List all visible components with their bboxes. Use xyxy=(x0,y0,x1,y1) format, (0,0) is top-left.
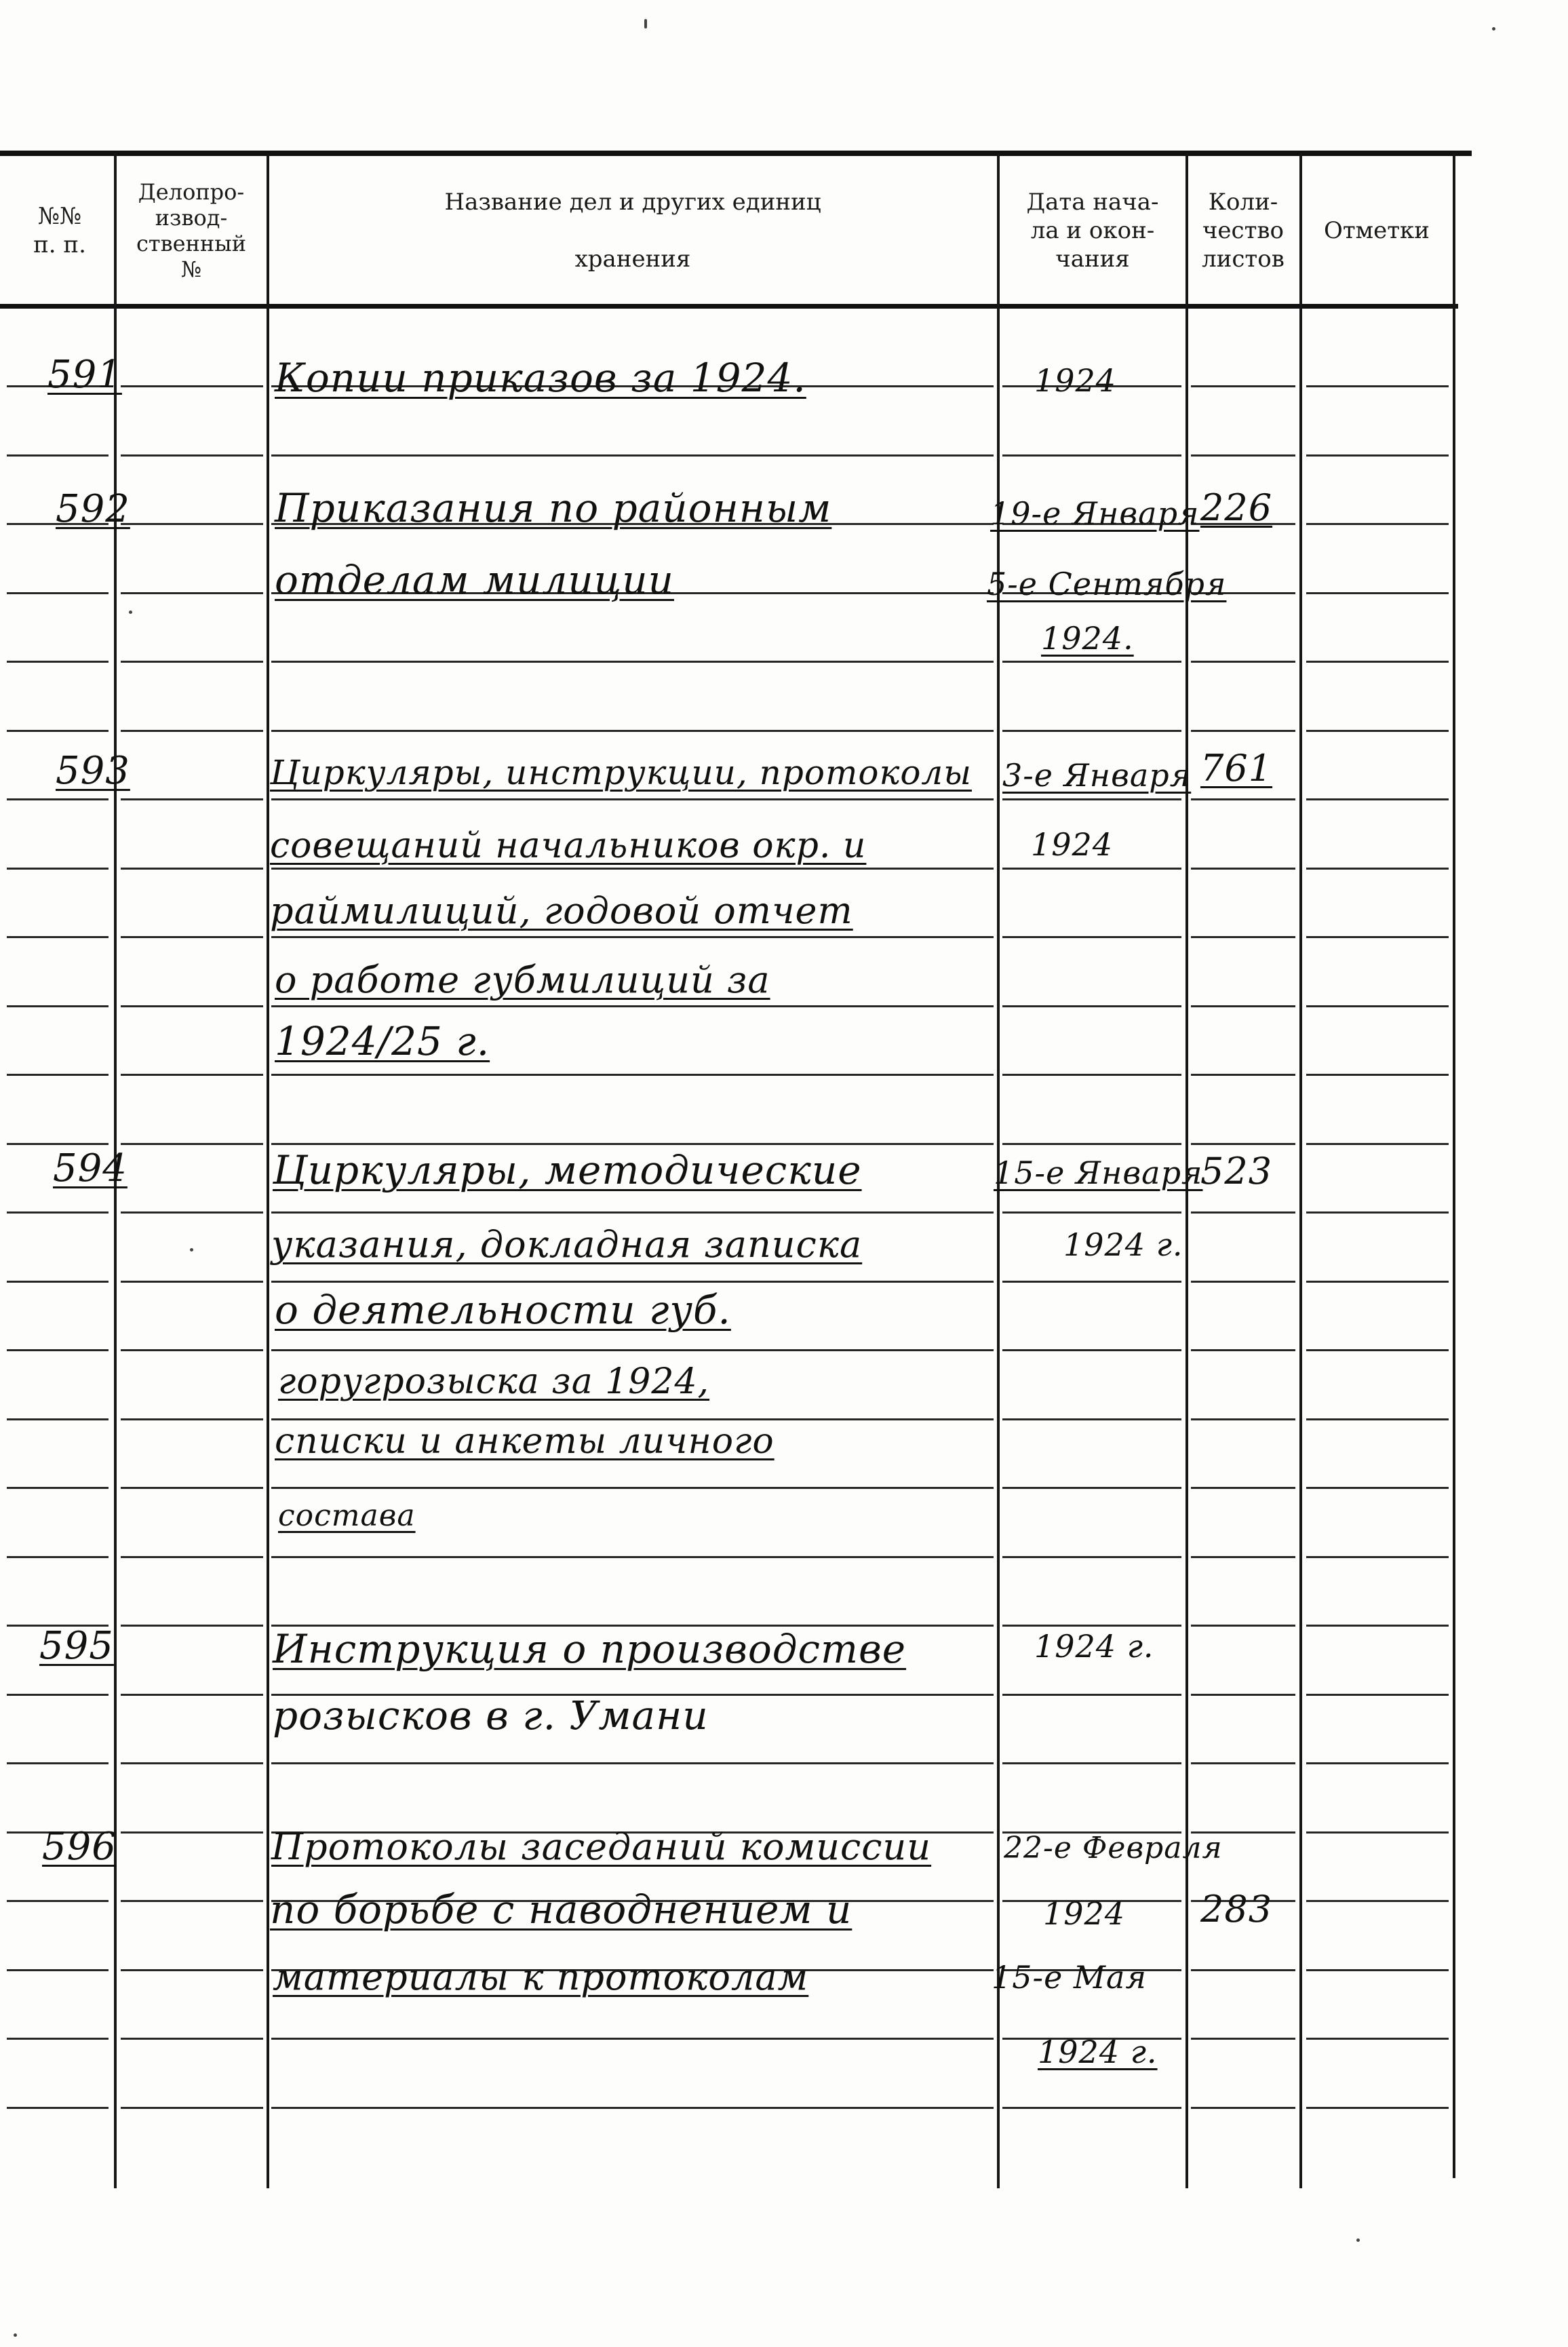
entry-title-line: о работе губмилиций за xyxy=(275,958,770,1001)
ruled-line xyxy=(1002,1762,1181,1764)
ruled-line xyxy=(1191,661,1295,663)
ruled-line xyxy=(1306,730,1449,732)
ruled-line xyxy=(1191,868,1295,870)
ruled-line xyxy=(271,1556,994,1558)
scan-speck xyxy=(1492,27,1495,31)
ruled-line xyxy=(1191,1143,1295,1145)
ruled-line xyxy=(271,1281,994,1283)
entry-title-line: Протоколы заседаний комиссии xyxy=(271,1825,932,1868)
ruled-line xyxy=(7,1487,109,1489)
ruled-line xyxy=(121,1556,263,1558)
ruled-line xyxy=(1306,1556,1449,1558)
entry-date-line: 15-е Января xyxy=(994,1155,1203,1191)
ruled-line xyxy=(1306,661,1449,663)
ruled-line xyxy=(121,1143,263,1145)
ruled-line xyxy=(1002,1211,1181,1214)
ruled-line xyxy=(1191,798,1295,800)
ruled-line xyxy=(121,1281,263,1283)
ruled-line xyxy=(121,936,263,938)
ruled-line xyxy=(271,1487,994,1489)
entry-sheet-count: 226 xyxy=(1200,486,1273,529)
ruled-line xyxy=(1306,1694,1449,1696)
ruled-line xyxy=(121,1969,263,1971)
entry-title-line: розысков в г. Умани xyxy=(273,1692,709,1739)
ruled-line xyxy=(1306,2038,1449,2040)
ruled-line xyxy=(1191,1074,1295,1076)
entry-number: 593 xyxy=(56,749,130,793)
ruled-line xyxy=(121,2038,263,2040)
ruled-line xyxy=(121,523,263,525)
ruled-line xyxy=(7,798,109,800)
ruled-line xyxy=(271,1005,994,1007)
entry-title-line: Инструкция о производстве xyxy=(273,1626,907,1672)
ruled-line xyxy=(121,1694,263,1696)
ruled-line xyxy=(1002,730,1181,732)
entry-date-line: 1924. xyxy=(1041,620,1134,657)
ruled-line xyxy=(271,936,994,938)
ruled-line xyxy=(7,2107,109,2109)
ruled-line xyxy=(121,1418,263,1420)
ruled-line xyxy=(1002,936,1181,938)
ruled-line xyxy=(1191,1005,1295,1007)
ruled-line xyxy=(1306,868,1449,870)
ruled-line xyxy=(271,1762,994,1764)
ruled-line xyxy=(121,1487,263,1489)
ruled-line xyxy=(7,1969,109,1971)
column-divider xyxy=(1453,153,1455,2178)
ruled-line xyxy=(1191,1625,1295,1627)
ruled-line xyxy=(1002,1074,1181,1076)
ruled-line xyxy=(1306,1487,1449,1489)
ruled-line xyxy=(271,2038,994,2040)
ruled-line xyxy=(121,1625,263,1627)
ruled-line xyxy=(7,936,109,938)
ruled-line xyxy=(1306,1625,1449,1627)
ruled-line xyxy=(1002,1556,1181,1558)
ruled-line xyxy=(1191,1211,1295,1214)
entry-title-line: 1924/25 г. xyxy=(275,1018,490,1064)
ruled-line xyxy=(1306,592,1449,594)
ruled-line xyxy=(1002,454,1181,457)
ruled-line xyxy=(1002,1143,1181,1145)
ruled-line xyxy=(121,2107,263,2109)
entry-sheet-count: 523 xyxy=(1200,1150,1273,1192)
entry-date-line: 1924 xyxy=(1043,1895,1126,1932)
ruled-line xyxy=(1306,1418,1449,1420)
ruled-line xyxy=(1306,1349,1449,1351)
ruled-line xyxy=(271,661,994,663)
ruled-line xyxy=(1002,1694,1181,1696)
ruled-line xyxy=(7,454,109,457)
ruled-line xyxy=(1191,1281,1295,1283)
entry-date-line: 3-е Января xyxy=(1002,757,1192,794)
ruled-line xyxy=(1002,1418,1181,1420)
ruled-line xyxy=(7,2038,109,2040)
ruled-line xyxy=(121,730,263,732)
entry-title-line: по борьбе с наводнением и xyxy=(270,1886,852,1933)
ruled-line xyxy=(7,1074,109,1076)
ruled-line xyxy=(1306,1143,1449,1145)
scan-speck xyxy=(1356,2238,1360,2242)
ruled-line xyxy=(7,1005,109,1007)
ruled-line xyxy=(121,798,263,800)
ruled-line xyxy=(1191,1349,1295,1351)
entry-title-line: отделам милиции xyxy=(275,557,674,603)
scan-speck xyxy=(129,610,132,614)
ruled-line xyxy=(271,1143,994,1145)
ruled-line xyxy=(1306,385,1449,387)
ruled-line xyxy=(1191,1418,1295,1420)
ruled-line xyxy=(121,1831,263,1834)
ruled-line xyxy=(121,1762,263,1764)
ruled-line xyxy=(1306,454,1449,457)
ruled-line xyxy=(1002,1487,1181,1489)
ruled-line xyxy=(7,1762,109,1764)
header-notes: Отметки xyxy=(1324,217,1430,244)
entry-date-line: 22-е Февраля xyxy=(1004,1831,1223,1865)
entry-title-line: раймилиций, годовой отчет xyxy=(270,889,853,932)
entry-title-line: указания, докладная записка xyxy=(271,1223,863,1266)
ruled-line xyxy=(1191,454,1295,457)
ruled-line xyxy=(1306,1005,1449,1007)
ruled-line xyxy=(1306,1900,1449,1902)
ruled-line xyxy=(271,454,994,457)
ruled-line xyxy=(7,730,109,732)
ruled-line xyxy=(1306,523,1449,525)
ruled-line xyxy=(1306,798,1449,800)
header-sheet-count: Коли- чество листов xyxy=(1202,189,1285,273)
ruled-line xyxy=(1191,1487,1295,1489)
entry-date-line: 1924 xyxy=(1031,826,1114,863)
entry-date-line: 1924 xyxy=(1034,362,1117,399)
entry-number: 595 xyxy=(39,1624,114,1668)
scan-speck xyxy=(644,19,647,28)
ruled-line xyxy=(7,1349,109,1351)
ruled-line xyxy=(121,661,263,663)
ruled-line xyxy=(271,730,994,732)
column-divider xyxy=(267,153,269,2188)
ruled-line xyxy=(121,868,263,870)
entry-title-line: списки и анкеты личного xyxy=(275,1421,775,1462)
entry-sheet-count: 283 xyxy=(1200,1888,1273,1931)
ruled-line xyxy=(1306,1969,1449,1971)
ruled-line xyxy=(1191,1762,1295,1764)
entry-title-line: о деятельности губ. xyxy=(275,1287,731,1333)
ruled-line xyxy=(7,1418,109,1420)
entry-date-line: 1924 г. xyxy=(1063,1226,1183,1263)
ruled-line xyxy=(271,1349,994,1351)
ruled-line xyxy=(121,385,263,387)
entry-number: 594 xyxy=(53,1146,128,1190)
ruled-line xyxy=(121,1005,263,1007)
ruled-line xyxy=(7,661,109,663)
entry-title-line: материалы к протоколам xyxy=(273,1956,809,1998)
entry-title-line: совещаний начальников окр. и xyxy=(270,826,867,866)
ruled-line xyxy=(271,1211,994,1214)
ruled-line xyxy=(1306,1211,1449,1214)
header-number: №№ п. п. xyxy=(33,203,86,258)
entry-title-line: горугрозыска за 1924, xyxy=(278,1361,710,1402)
ruled-line xyxy=(1306,1831,1449,1834)
ruled-line xyxy=(271,2107,994,2109)
ruled-line xyxy=(1191,1556,1295,1558)
entry-title-line: Циркуляры, методические xyxy=(273,1147,862,1193)
entry-date-line: 1924 г. xyxy=(1038,2034,1158,2070)
ruled-line xyxy=(121,1211,263,1214)
entry-date-line: 5-е Сентября xyxy=(987,566,1227,602)
ruled-line xyxy=(1002,1281,1181,1283)
ruled-line xyxy=(1306,1762,1449,1764)
entry-title-line: Циркуляры, инструкции, протоколы xyxy=(270,753,972,792)
entry-number: 592 xyxy=(56,487,130,531)
ruled-line xyxy=(7,592,109,594)
header-title: Название дел и других единиц хранения xyxy=(444,189,821,273)
ruled-line xyxy=(1191,385,1295,387)
ruled-line xyxy=(1002,2107,1181,2109)
column-divider xyxy=(1299,153,1302,2188)
ruled-line xyxy=(1191,2038,1295,2040)
entry-number: 596 xyxy=(42,1825,117,1869)
ruled-line xyxy=(121,1074,263,1076)
entry-date-line: 19-е Января xyxy=(990,495,1200,532)
ruled-line xyxy=(1191,936,1295,938)
header-bottom-rule xyxy=(0,304,1458,309)
ruled-line xyxy=(1306,1281,1449,1283)
ruled-line xyxy=(1306,1074,1449,1076)
ruled-line xyxy=(1306,2107,1449,2109)
ruled-line xyxy=(7,1900,109,1902)
ruled-line xyxy=(1306,936,1449,938)
ruled-line xyxy=(7,1694,109,1696)
ruled-line xyxy=(271,1074,994,1076)
scan-speck xyxy=(14,2333,17,2337)
scan-speck xyxy=(190,1248,193,1252)
header-dates: Дата нача- ла и окон- чания xyxy=(1026,189,1159,273)
entry-date-line: 15-е Мая xyxy=(992,1959,1147,1996)
ruled-line xyxy=(271,798,994,800)
ruled-line xyxy=(1191,2107,1295,2109)
ruled-line xyxy=(7,868,109,870)
entry-title-line: состава xyxy=(278,1498,416,1533)
ruled-line xyxy=(1002,1349,1181,1351)
header-office-number: Делопро- извод- ственный № xyxy=(136,179,247,282)
ruled-line xyxy=(1191,1694,1295,1696)
entry-number: 591 xyxy=(47,353,122,397)
ruled-line xyxy=(1191,730,1295,732)
entry-sheet-count: 761 xyxy=(1200,747,1273,790)
entry-date-line: 1924 г. xyxy=(1034,1628,1154,1665)
ruled-line xyxy=(7,1211,109,1214)
ruled-line xyxy=(121,454,263,457)
ruled-line xyxy=(7,1281,109,1283)
ruled-line xyxy=(1191,1969,1295,1971)
ruled-line xyxy=(121,1900,263,1902)
ruled-line xyxy=(1002,1005,1181,1007)
form-top-rule xyxy=(0,151,1472,156)
ruled-line xyxy=(7,1556,109,1558)
entry-title-line: Приказания по районным xyxy=(275,485,832,531)
ruled-line xyxy=(121,1349,263,1351)
entry-title-line: Копии приказов за 1924. xyxy=(275,355,806,401)
ruled-line xyxy=(121,592,263,594)
